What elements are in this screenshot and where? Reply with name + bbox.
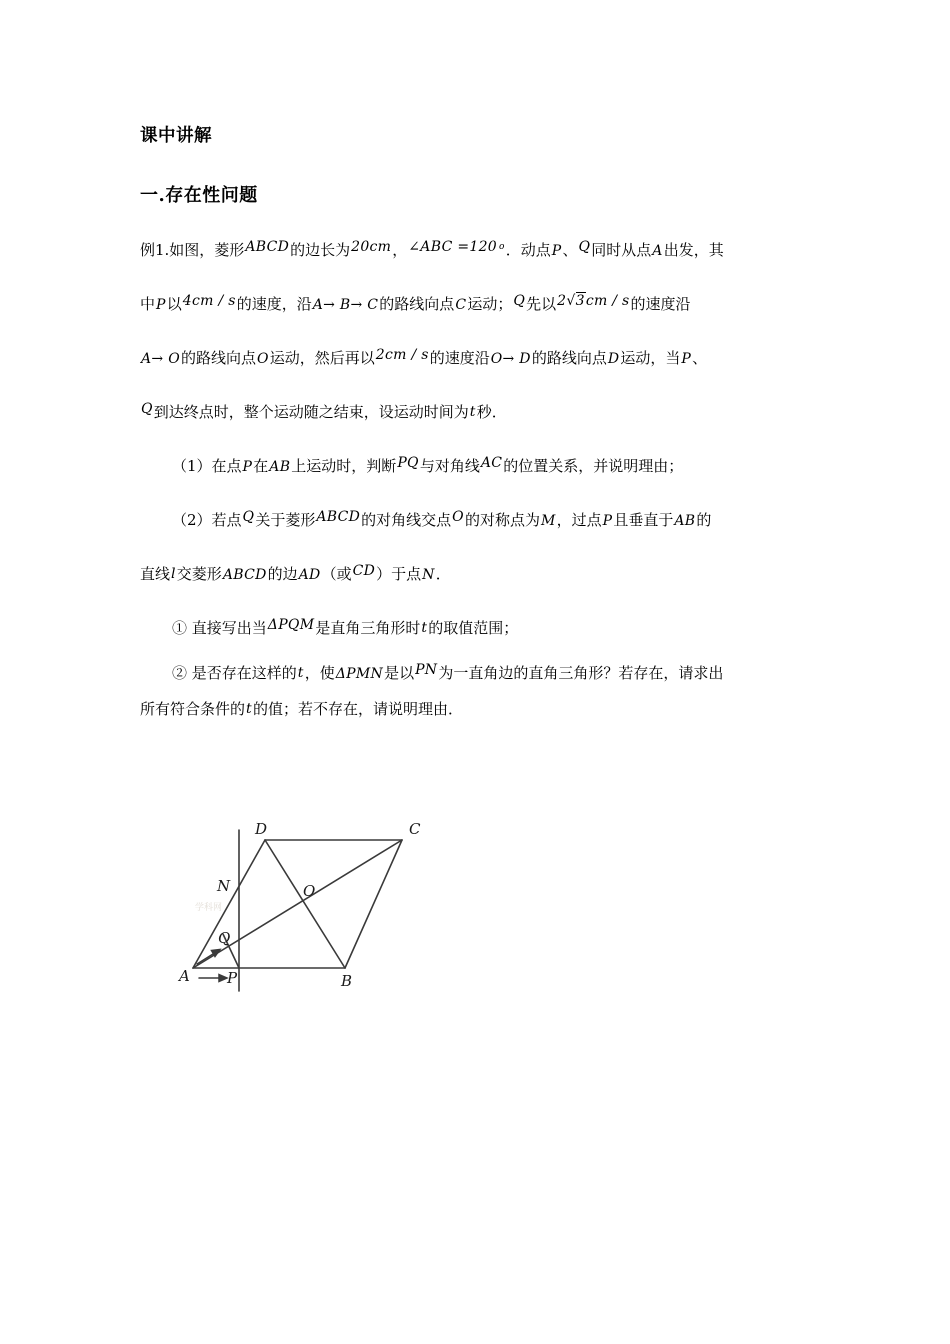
q1-math-p: P bbox=[242, 458, 253, 475]
l3-math-o: O bbox=[256, 350, 269, 367]
q2b-text-f: ． bbox=[435, 564, 451, 583]
sub1-math-pqm: ΔPQM bbox=[267, 616, 315, 633]
l4-text-a: 到达终点时，整个运动随之结束，设运动时间为 bbox=[153, 402, 469, 421]
q1-text-b: 在 bbox=[253, 456, 269, 475]
l2-math-speed-p: 4cm / s bbox=[182, 292, 236, 309]
q2b-text-e: ）于点 bbox=[376, 564, 422, 583]
sub1-text-a: ① 直接写出当 bbox=[172, 618, 267, 637]
q2b-math-cd: CD bbox=[352, 562, 376, 579]
l2-math-speed-q bbox=[556, 293, 630, 309]
question-2 bbox=[140, 508, 830, 567]
sub2-text-b: ，使 bbox=[304, 663, 335, 682]
question-1 bbox=[140, 454, 830, 513]
q1-math-ab: AB bbox=[269, 458, 291, 475]
l2-math-path-abc: A→ B→ C bbox=[312, 296, 379, 313]
sub2-math-t: t bbox=[297, 664, 304, 681]
l3-text-d: 的路线向点 bbox=[531, 348, 607, 367]
q2-text-f: 且垂直于 bbox=[613, 510, 674, 529]
geometry-figure bbox=[175, 818, 465, 1008]
sub2-text-c: 是以 bbox=[384, 663, 415, 682]
l1-text-b: 的边长为 bbox=[290, 240, 351, 259]
l3-text-a: 的路线向点 bbox=[180, 348, 256, 367]
q1-text-c: 上运动时，判断 bbox=[291, 456, 397, 475]
statement-line-3 bbox=[140, 346, 830, 405]
q1-text-d: 与对角线 bbox=[419, 456, 480, 475]
l1-text-g: 出发，其 bbox=[663, 240, 724, 259]
l2-text-c: 的速度，沿 bbox=[236, 294, 312, 313]
sub2-text-a: ② 是否存在这样的 bbox=[172, 663, 297, 682]
l2-text-b: 以 bbox=[166, 294, 182, 313]
sub2-math-pn: PN bbox=[415, 661, 438, 678]
q2-text-c: 的对角线交点 bbox=[361, 510, 452, 529]
l1-text-d: ．动点 bbox=[505, 240, 551, 259]
l3-text-c: 的速度沿 bbox=[429, 348, 490, 367]
l1-text-e: 、 bbox=[562, 240, 578, 259]
l2-math-c: C bbox=[455, 296, 467, 313]
section-label: 存在性问题 bbox=[165, 185, 258, 206]
l3-math-p: P bbox=[681, 350, 692, 367]
l3-math-speed-od: 2cm / s bbox=[375, 346, 429, 363]
problem-statement bbox=[140, 238, 830, 738]
l4-math-t: t bbox=[469, 403, 476, 420]
diagonal-AC bbox=[193, 840, 402, 968]
l2-radical-unit: cm / s bbox=[585, 292, 630, 309]
q2-math-o: O bbox=[452, 508, 464, 525]
label-O: O bbox=[303, 882, 316, 900]
l3-text-b: 运动，然后再以 bbox=[269, 348, 375, 367]
l3-text-f: 、 bbox=[692, 348, 708, 367]
document-content bbox=[140, 126, 830, 738]
q1-math-pq: PQ bbox=[397, 454, 419, 471]
q2-math-m: M bbox=[540, 512, 556, 529]
l1-text-f: 同时从点 bbox=[591, 240, 652, 259]
l2-text-d: 的路线向点 bbox=[379, 294, 455, 313]
l3-math-d: D bbox=[607, 350, 620, 367]
label-P: P bbox=[227, 969, 238, 987]
q2b-text-b: 交菱形 bbox=[176, 564, 222, 583]
l4-math-q: Q bbox=[141, 400, 153, 417]
sub-question-1 bbox=[140, 616, 830, 666]
l2-text-f: 先以 bbox=[526, 294, 557, 313]
question-2-cont bbox=[140, 562, 830, 621]
l1-math-a: A bbox=[652, 242, 663, 259]
q2-math-abcd: ABCD bbox=[316, 508, 361, 525]
label-Q: Q bbox=[218, 929, 231, 947]
statement-line-1 bbox=[140, 238, 830, 297]
l1-math-p: P bbox=[551, 242, 562, 259]
l3-math-path-od: O→ D bbox=[490, 350, 531, 367]
sub-question-2 bbox=[140, 661, 830, 702]
q2-text-g: 的 bbox=[696, 510, 712, 529]
radical-sign-icon: √ bbox=[566, 292, 576, 309]
l1-math-abcd: ABCD bbox=[245, 238, 290, 255]
label-D: D bbox=[255, 820, 268, 838]
l2-radical-coeff: 2 bbox=[557, 292, 567, 309]
l2-math-p: P bbox=[156, 296, 166, 313]
figure-strokes bbox=[193, 830, 402, 991]
sub2-math-t2: t bbox=[246, 700, 252, 717]
q2b-math-n: N bbox=[422, 566, 435, 583]
q1-text-a: （1）在点 bbox=[172, 456, 242, 475]
l2-radical-body: 3 bbox=[575, 292, 585, 309]
l1-math-angle: ∠ABC =120 bbox=[408, 238, 497, 255]
l2-text-e: 运动； bbox=[467, 294, 513, 313]
sub1-text-b: 是直角三角形时 bbox=[315, 618, 421, 637]
l1-text-c: ， bbox=[392, 240, 408, 259]
q2-text-d: 的对称点为 bbox=[464, 510, 540, 529]
q2b-math-abcd: ABCD bbox=[222, 566, 267, 583]
sub-question-2-cont bbox=[140, 699, 830, 738]
q2-text-e: ，过点 bbox=[556, 510, 602, 529]
l2-text-g: 的速度沿 bbox=[630, 294, 691, 313]
page-title: 课中讲解 bbox=[140, 126, 212, 146]
l3-math-path-ao: A→ O bbox=[141, 350, 180, 367]
statement-line-2 bbox=[140, 292, 830, 351]
q2b-text-c: 的边 bbox=[267, 564, 298, 583]
q1-text-e: 的位置关系，并说明理由； bbox=[503, 456, 684, 475]
l2-text-a: 中 bbox=[140, 294, 156, 313]
label-N: N bbox=[217, 877, 231, 895]
arrow-A-to-P bbox=[199, 975, 227, 982]
section-heading bbox=[140, 185, 830, 207]
l1-math-20cm: 20cm bbox=[351, 238, 392, 255]
arrow-A-to-Q bbox=[197, 950, 220, 965]
q1-math-ac: AC bbox=[480, 454, 503, 471]
l3-text-e: 运动，当 bbox=[620, 348, 681, 367]
diagonal-BD bbox=[265, 840, 345, 968]
q2b-math-l: l bbox=[171, 565, 176, 582]
l1-text-a: 例1.如图，菱形 bbox=[140, 240, 245, 259]
q2-text-b: 关于菱形 bbox=[255, 510, 316, 529]
sub1-math-t: t bbox=[421, 619, 428, 636]
l2-math-q: Q bbox=[513, 292, 526, 309]
label-A: A bbox=[179, 967, 190, 985]
segment-BC bbox=[345, 840, 402, 968]
q2-math-q: Q bbox=[242, 508, 255, 525]
sub2-math-pmn: ΔPMN bbox=[335, 665, 384, 682]
q2b-text-d: （或 bbox=[321, 564, 352, 583]
l1-math-q: Q bbox=[578, 238, 591, 255]
q2b-text-a: 直线 bbox=[140, 564, 171, 583]
q2-text-a: （2）若点 bbox=[172, 510, 242, 529]
label-B: B bbox=[341, 972, 353, 990]
q2b-math-ad: AD bbox=[298, 566, 321, 583]
q2-math-p: P bbox=[602, 512, 613, 529]
sub2-text-e: 所有符合条件的 bbox=[140, 699, 246, 718]
sub2-text-d: 为一直角边的直角三角形？若存在，请求出 bbox=[438, 663, 724, 682]
sub2-text-f: 的值；若不存在，请说明理由． bbox=[252, 699, 463, 718]
sub1-text-c: 的取值范围； bbox=[428, 618, 519, 637]
q2-math-ab: AB bbox=[674, 512, 696, 529]
l4-text-b: 秒． bbox=[476, 402, 507, 421]
rhombus-diagram-svg bbox=[175, 818, 465, 1008]
section-number: 一. bbox=[140, 185, 166, 206]
label-C: C bbox=[409, 820, 421, 838]
l1-math-degree: o bbox=[498, 241, 505, 252]
watermark-text: 学科网 bbox=[195, 903, 223, 913]
statement-line-4 bbox=[140, 400, 830, 459]
